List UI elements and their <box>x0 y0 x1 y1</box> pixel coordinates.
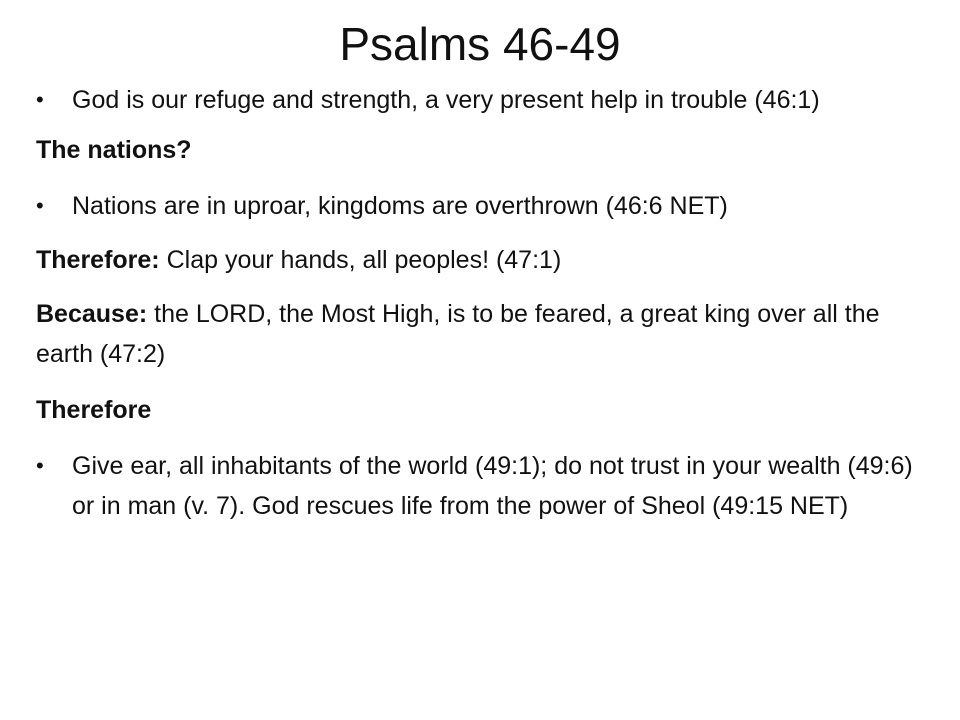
bullet-refuge <box>36 80 926 120</box>
bullet-text: God is our refuge and strength, a very present help in trouble (46:1) <box>72 86 820 114</box>
because-text: the LORD, the Most High, is to be feared, a great king over all the earth (47:2) <box>36 300 880 368</box>
slide-title: Psalms 46-49 <box>339 18 621 70</box>
bullet-give-ear <box>36 446 926 526</box>
line-therefore-clap <box>36 240 926 280</box>
bullet-text: Nations are in uproar, kingdoms are overthrown (46:6 NET) <box>72 192 728 220</box>
heading-therefore: Therefore <box>36 396 152 424</box>
therefore-label: Therefore: <box>36 246 160 274</box>
bullet-dot-icon: • <box>36 453 44 478</box>
slide-content <box>36 80 926 538</box>
bullet-dot-icon: • <box>36 87 44 112</box>
therefore-text: Clap your hands, all peoples! (47:1) <box>159 246 562 274</box>
bullet-nations-uproar <box>36 186 926 226</box>
line-because <box>36 294 926 374</box>
bullet-dot-icon: • <box>36 193 44 218</box>
heading-nations: The nations? <box>36 136 192 164</box>
because-label: Because: <box>36 300 148 328</box>
bullet-text: Give ear, all inhabitants of the world (49:1); do not trust in your wealth (49:6) or in man (v. 7). God rescues life from the power of Sheol (49:15 NET) <box>72 452 913 520</box>
